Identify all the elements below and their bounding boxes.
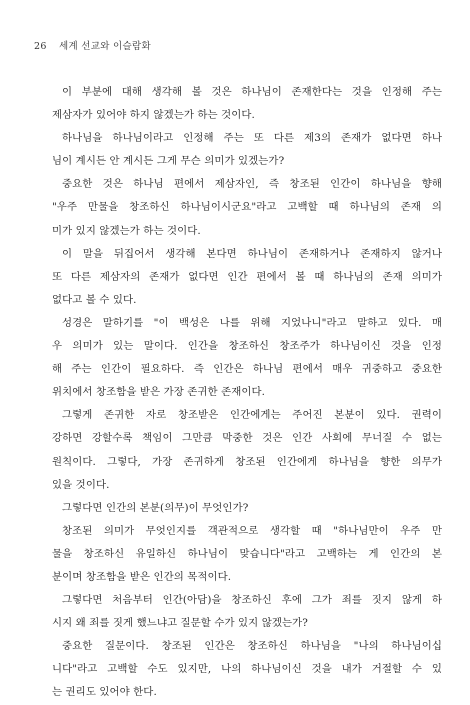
paragraph xyxy=(52,589,442,635)
book-title: 세계 선교와 이슬람화 xyxy=(59,41,151,52)
paragraph xyxy=(52,497,442,520)
text-line: "우주 만물을 창조하신 하나님이시군요"라고 고백할 때 하나님의 존재 의 xyxy=(52,201,442,214)
text-line: 니다"라고 고백할 수도 있지만, 나의 하나님이신 것을 내가 거절할 수 있 xyxy=(52,663,442,676)
text-line: 중요한 것은 하나님 편에서 제삼자인, 즉 창조된 인간이 하나님을 향해 xyxy=(62,178,442,191)
text-line: 제삼자가 있어야 하지 않겠는가 하는 것이다. xyxy=(52,109,255,122)
text-line: 강하면 강할수록 책임이 그만큼 막중한 것은 인간 사회에 무너질 수 없는 xyxy=(52,432,442,445)
text-line: 이 부분에 대해 생각해 볼 것은 하나님이 존재한다는 것을 인정해 주는 xyxy=(62,86,442,98)
text-line: 없다고 볼 수 있다. xyxy=(52,293,137,306)
text-line: 있을 것이다. xyxy=(52,478,110,491)
paragraph xyxy=(52,81,442,127)
paragraph xyxy=(52,243,442,312)
paragraph xyxy=(52,127,442,173)
text-line: 그렇다면 처음부터 인간(아담)을 창조하신 후에 그가 죄를 짓지 않게 하 xyxy=(62,594,442,607)
text-line: 위치에서 창조함을 받은 가장 존귀한 존재이다. xyxy=(52,386,266,399)
body-text xyxy=(52,81,442,705)
text-line: 미가 있지 않겠는가 하는 것이다. xyxy=(52,224,201,237)
text-line: 하나님을 하나님이라고 인정해 주는 또 다른 제3의 존재가 없다면 하나 xyxy=(62,132,442,145)
text-line: 그렇게 존귀한 자로 창조받은 인간에게는 주어진 본분이 있다. 권력이 xyxy=(62,409,442,422)
text-line: 분이며 창조함을 받은 인간의 목적이다. xyxy=(52,570,232,583)
text-line: 님이 계시든 안 계시든 그게 무슨 의미가 있겠는가? xyxy=(52,155,285,168)
running-header xyxy=(34,38,151,52)
paragraph xyxy=(52,173,442,242)
text-line: 중요한 질문이다. 창조된 인간은 창조하신 하나님을 "나의 하나님이십 xyxy=(62,640,442,653)
text-line: 창조된 의미가 무엇인지를 객관적으로 생각할 때 "하나님만이 우주 만 xyxy=(62,524,442,537)
text-line: 우 의미가 있는 말이다. 인간을 창조하신 창조주가 하나님이신 것을 인정 xyxy=(52,340,442,353)
text-line: 는 권리도 있어야 한다. xyxy=(52,686,157,699)
text-line: 해 주는 인간이 필요하다. 즉 인간은 하나님 편에서 매우 귀중하고 중요한 xyxy=(52,363,442,376)
text-line: 원칙이다. 그렇다, 가장 존귀하게 창조된 인간에게 하나님을 향한 의무가 xyxy=(52,455,442,468)
text-line: 시지 왜 죄를 짓게 했느냐고 질문할 수가 있지 않겠는가? xyxy=(52,617,308,630)
text-line: 또 다른 제삼자의 존재가 없다면 인간 편에서 볼 때 하나님의 존재 의미가 xyxy=(52,270,442,283)
paragraph xyxy=(52,635,442,704)
paragraph xyxy=(52,404,442,496)
text-line: 성경은 말하기를 "이 백성은 나를 위해 지었나니"라고 말하고 있다. 매 xyxy=(62,316,442,329)
text-line: 물을 창조하신 유일하신 하나님이 맞습니다"라고 고백하는 게 인간의 본 xyxy=(52,547,442,560)
paragraph xyxy=(52,312,442,404)
page-number: 26 xyxy=(34,41,47,52)
text-line: 그렇다면 인간의 본분(의무)이 무엇인가? xyxy=(62,501,249,514)
text-line: 이 말을 뒤집어서 생각해 본다면 하나님이 존재하거나 존재하지 않거나 xyxy=(62,247,442,260)
paragraph xyxy=(52,520,442,589)
